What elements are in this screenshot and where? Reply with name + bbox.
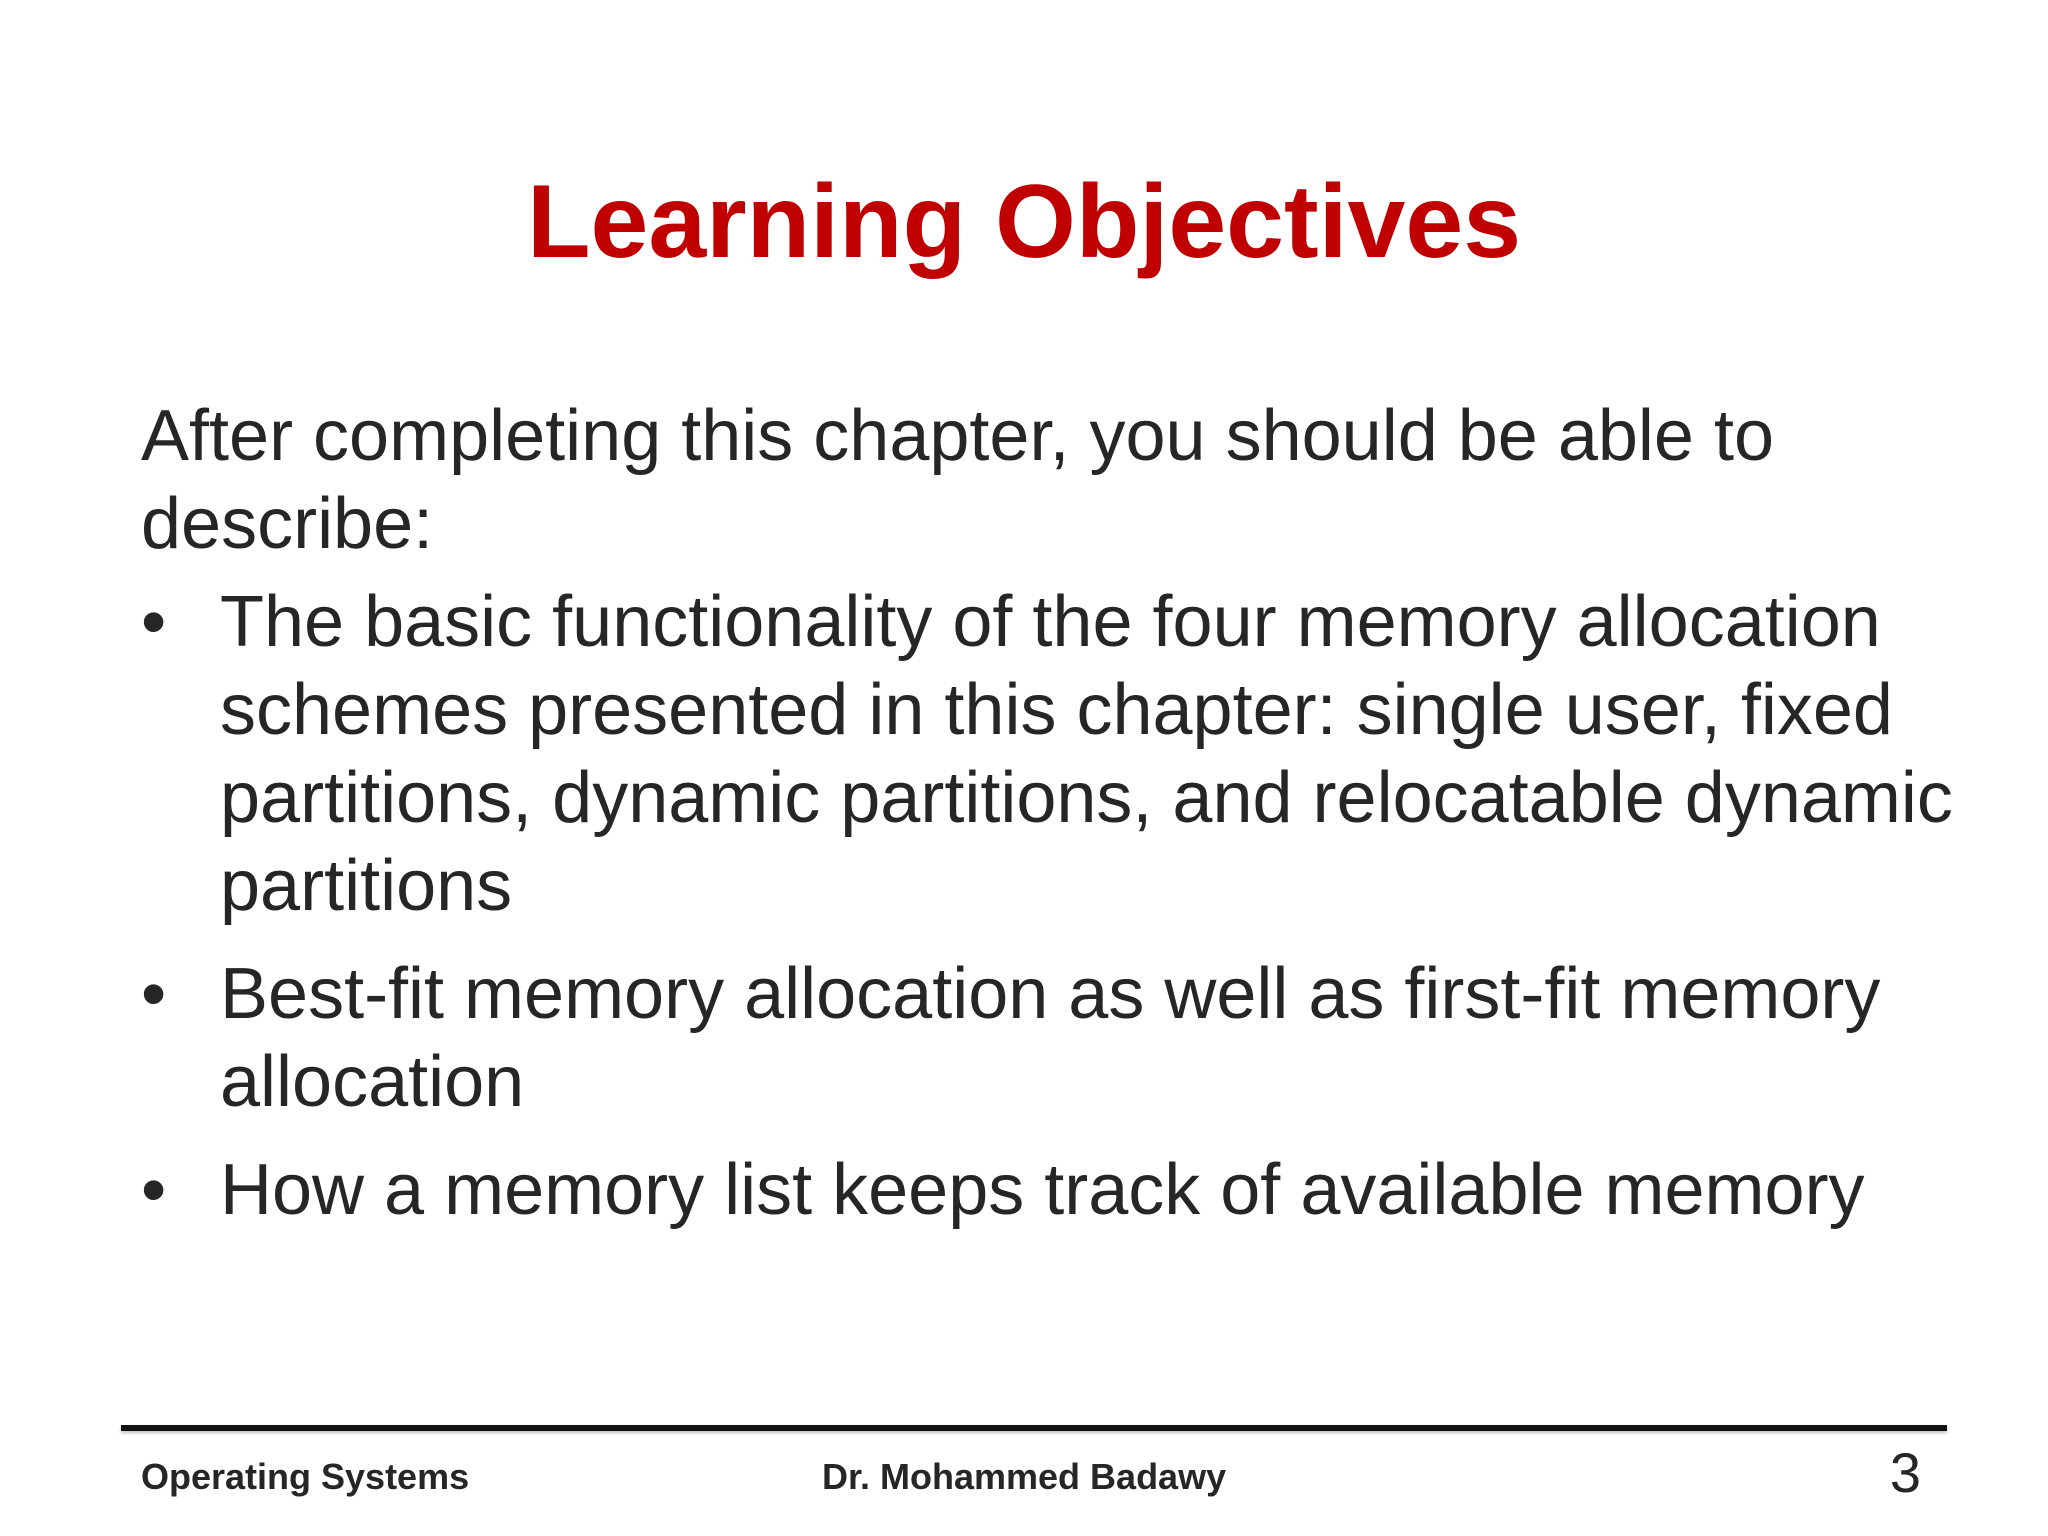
- page-number: 3: [1889, 1441, 1921, 1504]
- bullet-item: [141, 578, 1961, 930]
- bullet-icon: •: [141, 954, 167, 1034]
- footer-author: Dr. Mohammed Badawy: [822, 1456, 1227, 1497]
- slide-title: Learning Objectives: [526, 164, 1522, 280]
- slide-body: [141, 392, 1961, 1254]
- bullet-item: [141, 1146, 1961, 1234]
- bullet-icon: •: [141, 582, 167, 662]
- bullet-icon: •: [141, 1150, 167, 1230]
- footer-divider: [121, 1425, 1947, 1431]
- bullet-text: How a memory list keeps track of available memory: [220, 1150, 1865, 1230]
- bullet-text: Best-fit memory allocation as well as first-fit memory allocation: [220, 954, 1881, 1122]
- footer-course: Operating Systems: [141, 1456, 470, 1497]
- bullet-list: [141, 578, 1961, 1234]
- bullet-text: The basic functionality of the four memory allocation schemes presented in this chapter: single user, fixed partitions, dynamic partitions, and relocatable dynamic partitions: [220, 582, 1953, 926]
- intro-text: After completing this chapter, you should be able to describe:: [141, 396, 1775, 564]
- bullet-item: [141, 950, 1961, 1126]
